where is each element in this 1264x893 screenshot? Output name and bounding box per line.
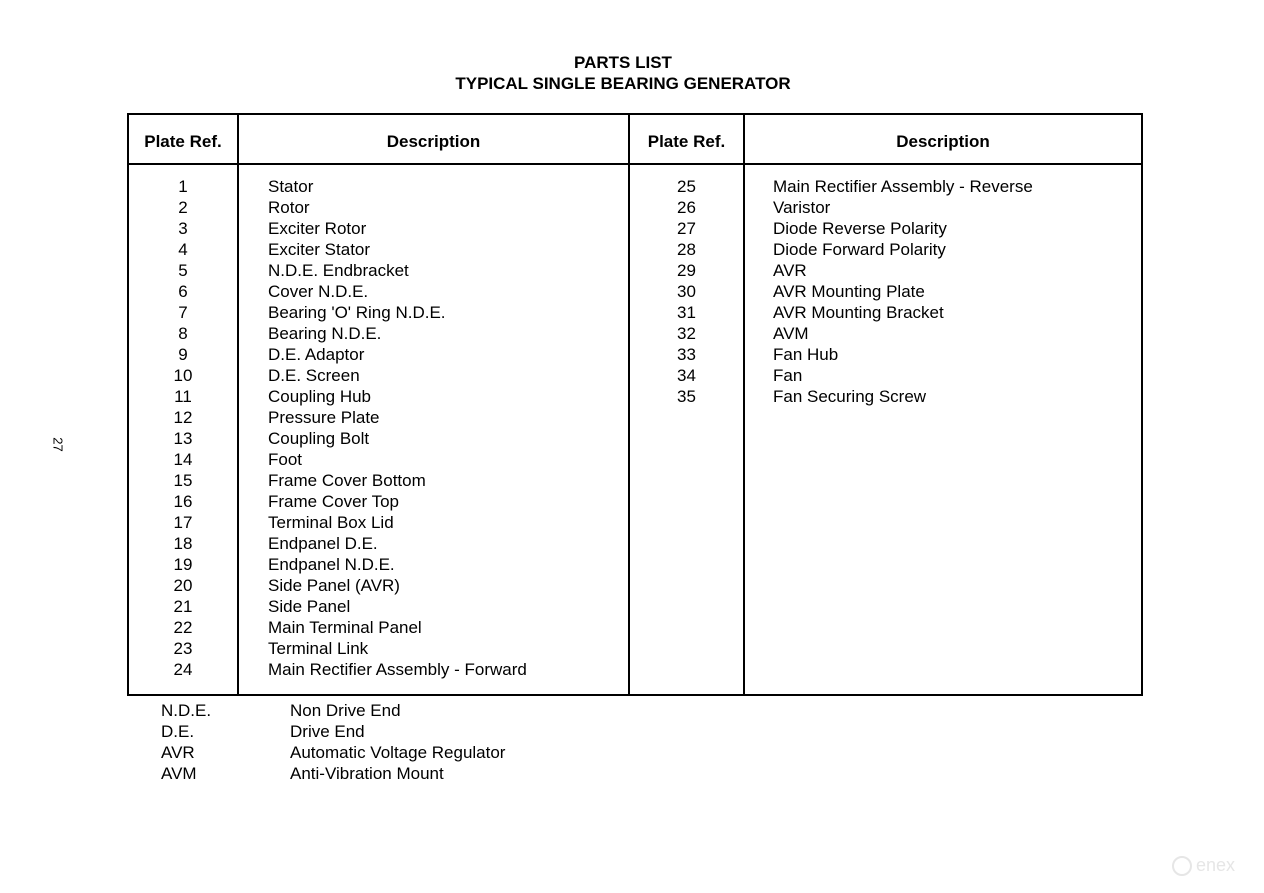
- header-description-right: Description: [896, 132, 990, 151]
- plate-ref-cell: 24: [173, 660, 193, 679]
- plate-ref-cell: 5: [178, 261, 188, 280]
- title-line-2: TYPICAL SINGLE BEARING GENERATOR: [455, 74, 791, 93]
- description-cell: AVR Mounting Plate: [773, 282, 925, 301]
- abbreviation-keys: [161, 700, 211, 784]
- plate-ref-cell: 14: [173, 450, 193, 469]
- header-plate-ref-right: Plate Ref.: [647, 132, 726, 151]
- page-title: [0, 52, 1246, 94]
- parts-table: [127, 113, 1143, 696]
- description-cell: Bearing N.D.E.: [268, 324, 382, 343]
- description-cell: Pressure Plate: [268, 408, 380, 427]
- left-description-column: [268, 176, 618, 680]
- description-cell: Endpanel D.E.: [268, 534, 378, 553]
- abbreviation-key: D.E.: [161, 722, 195, 741]
- plate-ref-cell: 4: [178, 240, 188, 259]
- abbreviation-meaning: Drive End: [290, 722, 365, 741]
- description-cell: Varistor: [773, 198, 831, 217]
- description-cell: Main Terminal Panel: [268, 618, 422, 637]
- plate-ref-cell: 27: [677, 219, 696, 238]
- description-cell: Terminal Box Lid: [268, 513, 394, 532]
- abbreviation-key: AVR: [161, 743, 195, 762]
- plate-ref-cell: 29: [677, 261, 696, 280]
- description-cell: Main Rectifier Assembly - Forward: [268, 660, 527, 679]
- right-description-column: [773, 176, 1133, 407]
- header-plate-ref-left: Plate Ref.: [144, 132, 222, 151]
- column-divider: [237, 115, 239, 694]
- plate-ref-cell: 26: [677, 198, 696, 217]
- watermark-circle-icon: [1172, 856, 1192, 876]
- description-cell: Bearing 'O' Ring N.D.E.: [268, 303, 446, 322]
- plate-ref-cell: 35: [677, 387, 696, 406]
- plate-ref-cell: 32: [677, 324, 696, 343]
- plate-ref-cell: 23: [173, 639, 193, 658]
- plate-ref-cell: 20: [173, 576, 193, 595]
- plate-ref-cell: 22: [173, 618, 193, 637]
- plate-ref-cell: 8: [178, 324, 188, 343]
- right-plate-ref-column: [630, 176, 743, 407]
- description-cell: Side Panel (AVR): [268, 576, 400, 595]
- description-cell: Exciter Stator: [268, 240, 371, 259]
- table-header: [129, 115, 1141, 165]
- description-cell: AVR: [773, 261, 807, 280]
- column-divider: [743, 115, 745, 694]
- plate-ref-cell: 13: [173, 429, 193, 448]
- plate-ref-cell: 21: [173, 597, 193, 616]
- plate-ref-cell: 30: [677, 282, 696, 301]
- plate-ref-cell: 6: [178, 282, 188, 301]
- description-cell: Diode Reverse Polarity: [773, 219, 947, 238]
- abbreviation-key: AVM: [161, 764, 197, 783]
- description-cell: Coupling Bolt: [268, 429, 370, 448]
- abbreviation-meaning: Non Drive End: [290, 701, 401, 720]
- description-cell: Frame Cover Top: [268, 492, 400, 511]
- plate-ref-cell: 33: [677, 345, 696, 364]
- plate-ref-cell: 12: [173, 408, 193, 427]
- description-cell: AVM: [773, 324, 809, 343]
- description-cell: Foot: [268, 450, 303, 469]
- description-cell: AVR Mounting Bracket: [773, 303, 944, 322]
- description-cell: Side Panel: [268, 597, 351, 616]
- page-number: 27: [50, 437, 66, 452]
- description-cell: Exciter Rotor: [268, 219, 367, 238]
- plate-ref-cell: 17: [173, 513, 193, 532]
- plate-ref-cell: 15: [173, 471, 193, 490]
- description-cell: Diode Forward Polarity: [773, 240, 946, 259]
- description-cell: Cover N.D.E.: [268, 282, 369, 301]
- description-cell: D.E. Adaptor: [268, 345, 365, 364]
- plate-ref-cell: 18: [173, 534, 193, 553]
- description-cell: Endpanel N.D.E.: [268, 555, 395, 574]
- description-cell: Fan: [773, 366, 803, 385]
- plate-ref-cell: 19: [173, 555, 193, 574]
- header-description-left: Description: [386, 132, 481, 151]
- watermark-logo: [1172, 855, 1235, 876]
- abbreviation-key: N.D.E.: [161, 701, 212, 720]
- description-cell: Fan Securing Screw: [773, 387, 927, 406]
- plate-ref-cell: 1: [178, 177, 188, 196]
- description-cell: Stator: [268, 177, 314, 196]
- plate-ref-cell: 9: [178, 345, 188, 364]
- description-cell: D.E. Screen: [268, 366, 360, 385]
- plate-ref-cell: 3: [178, 219, 188, 238]
- description-cell: N.D.E. Endbracket: [268, 261, 409, 280]
- description-cell: Main Rectifier Assembly - Reverse: [773, 177, 1033, 196]
- plate-ref-cell: 31: [677, 303, 696, 322]
- plate-ref-cell: 7: [178, 303, 188, 322]
- watermark-text: enex: [1196, 855, 1236, 875]
- plate-ref-cell: 28: [677, 240, 696, 259]
- description-cell: Rotor: [268, 198, 310, 217]
- abbreviation-meanings: [290, 700, 505, 784]
- left-plate-ref-column: [129, 176, 237, 680]
- description-cell: Fan Hub: [773, 345, 839, 364]
- abbreviation-meaning: Anti-Vibration Mount: [290, 764, 444, 783]
- title-line-1: PARTS LIST: [574, 53, 672, 72]
- description-cell: Frame Cover Bottom: [268, 471, 426, 490]
- plate-ref-cell: 11: [174, 387, 192, 406]
- plate-ref-cell: 2: [178, 198, 188, 217]
- description-cell: Terminal Link: [268, 639, 369, 658]
- plate-ref-cell: 16: [173, 492, 193, 511]
- description-cell: Coupling Hub: [268, 387, 372, 406]
- plate-ref-cell: 10: [173, 366, 193, 385]
- abbreviation-meaning: Automatic Voltage Regulator: [290, 743, 506, 762]
- plate-ref-cell: 25: [677, 177, 696, 196]
- plate-ref-cell: 34: [677, 366, 696, 385]
